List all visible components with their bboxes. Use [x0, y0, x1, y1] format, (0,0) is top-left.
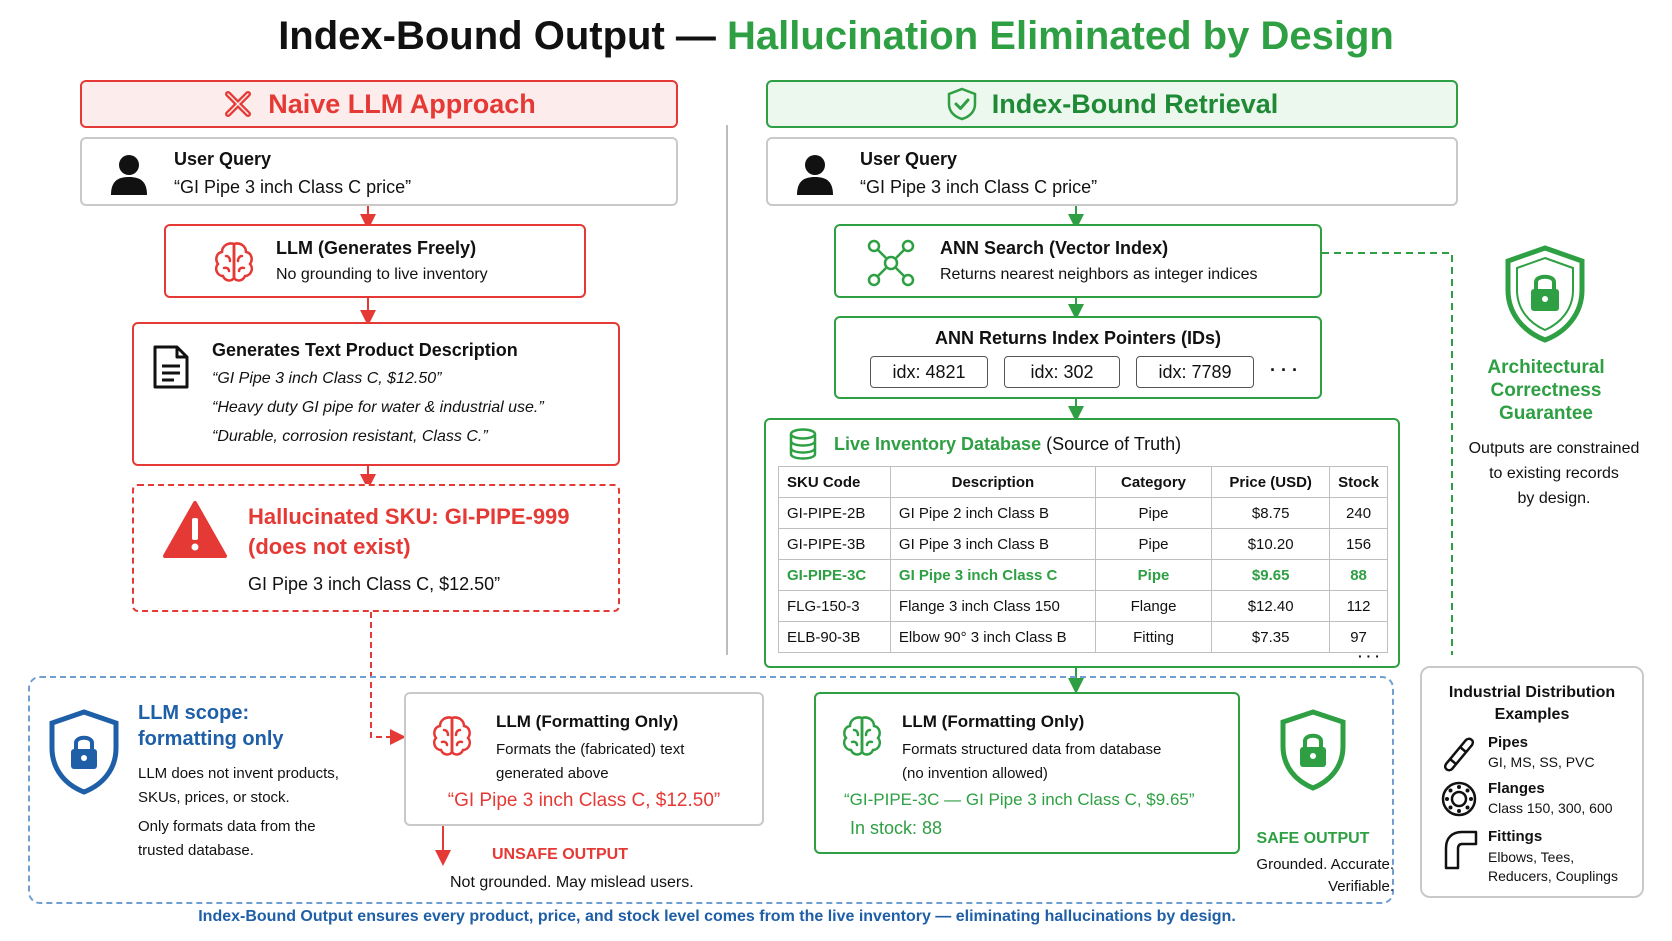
- shield-lock-icon: [46, 708, 122, 796]
- table-row: [779, 498, 1388, 529]
- column-divider: [726, 125, 728, 655]
- title-part-1: Index-Bound Output: [278, 14, 665, 58]
- footer-caption: Index-Bound Output ensures every product, price, and stock level comes from the live inventory — eliminating hallucinations by design.: [198, 908, 1236, 925]
- guarantee-title: [1452, 356, 1640, 425]
- generated-line-2: “Heavy duty GI pipe for water & industrial use.”: [212, 399, 544, 416]
- examples-panel: [1420, 666, 1644, 898]
- hallucinated-sku-text: GI Pipe 3 inch Class C, $12.50”: [248, 574, 501, 594]
- table-cell: GI Pipe 2 inch Class B: [890, 498, 1095, 529]
- generated-line-3: “Durable, corrosion resistant, Class C.”: [212, 428, 488, 445]
- safe-text-line: (no invention allowed): [902, 765, 1048, 782]
- table-row: [779, 622, 1388, 653]
- table-cell: 156: [1330, 529, 1388, 560]
- scope-text-2: [138, 815, 316, 863]
- llm-free-label: LLM (Generates Freely): [276, 238, 477, 258]
- unsafe-text-line: generated above: [496, 765, 609, 782]
- table-cell: Elbow 90° 3 inch Class B: [890, 622, 1095, 653]
- x-mark-icon: [222, 88, 254, 120]
- safe-output-line-2: In stock: 88: [850, 818, 943, 838]
- examples-title: [1422, 682, 1642, 726]
- table-cell: $10.20: [1212, 529, 1330, 560]
- brain-icon: [210, 238, 258, 286]
- right-query-text: “GI Pipe 3 inch Class C price”: [860, 177, 1098, 197]
- pipe-icon: [1440, 734, 1478, 774]
- safe-formatting-box: [814, 692, 1240, 854]
- table-cell: 112: [1330, 591, 1388, 622]
- table-cell: 240: [1330, 498, 1388, 529]
- unsafe-output-text: “GI Pipe 3 inch Class C, $12.50”: [447, 790, 721, 811]
- document-icon: [152, 344, 190, 390]
- shield-lock-icon: [1278, 708, 1348, 792]
- table-cell: Flange: [1095, 591, 1211, 622]
- guarantee-title-line: Guarantee: [1499, 403, 1593, 424]
- index-pointer-chip: idx: 302: [1004, 356, 1120, 388]
- example-detail-line: Reducers, Couplings: [1488, 868, 1618, 884]
- network-icon: [866, 238, 916, 288]
- right-user-query-box: [766, 137, 1458, 206]
- left-user-query-box: [80, 137, 678, 206]
- table-cell: GI-PIPE-3C: [779, 560, 891, 591]
- right-query-label: User Query: [860, 149, 958, 169]
- table-cell: GI-PIPE-3B: [779, 529, 891, 560]
- hallucinated-sku-subtitle: (does not exist): [248, 534, 411, 559]
- unsafe-output-status: UNSAFE OUTPUT: [492, 846, 628, 863]
- scope-text-line: Only formats data from the: [138, 818, 316, 835]
- column-header: Price (USD): [1212, 467, 1330, 498]
- scope-title: [138, 700, 284, 752]
- scope-text-line: LLM does not invent products,: [138, 765, 339, 782]
- safe-output-status: SAFE OUTPUT: [1256, 830, 1370, 847]
- example-detail: GI, MS, SS, PVC: [1488, 754, 1595, 770]
- ann-search-box: [834, 224, 1322, 298]
- page-title: [0, 14, 1672, 59]
- hallucinated-sku-title: Hallucinated SKU: GI-PIPE-999: [248, 504, 570, 529]
- inventory-database-title: [834, 434, 1181, 455]
- flange-icon: [1440, 780, 1478, 818]
- table-cell: GI Pipe 3 inch Class C: [890, 560, 1095, 591]
- column-header: Category: [1095, 467, 1211, 498]
- index-bound-header-label: Index-Bound Retrieval: [991, 88, 1279, 119]
- column-header: Description: [890, 467, 1095, 498]
- hallucinated-sku-box: [132, 484, 620, 612]
- guarantee-text: [1456, 436, 1652, 511]
- column-header: SKU Code: [779, 467, 891, 498]
- unsafe-formatting-box: [404, 692, 764, 826]
- index-pointers-box: [834, 316, 1322, 399]
- example-name: Pipes: [1488, 734, 1529, 751]
- brain-icon: [838, 712, 886, 760]
- guarantee-text-line: by design.: [1517, 490, 1591, 507]
- elbow-fitting-icon: [1440, 828, 1478, 870]
- guarantee-title-line: Correctness: [1490, 380, 1602, 401]
- scope-title-line: formatting only: [138, 728, 284, 750]
- unsafe-formatting-text: [496, 738, 684, 786]
- table-cell: GI-PIPE-2B: [779, 498, 891, 529]
- table-cell: FLG-150-3: [779, 591, 891, 622]
- scope-text-line: trusted database.: [138, 842, 254, 859]
- shield-check-icon: [946, 87, 978, 121]
- safe-formatting-text: [902, 738, 1161, 786]
- safe-output-line-1: “GI-PIPE-3C — GI Pipe 3 inch Class C, $9.65”: [844, 790, 1195, 809]
- example-detail: Class 150, 300, 600: [1488, 800, 1613, 816]
- table-header-row: [779, 467, 1388, 498]
- title-part-2: Hallucination Eliminated by Design: [727, 14, 1394, 58]
- examples-title-line: Industrial Distribution: [1448, 684, 1616, 701]
- left-query-label: User Query: [174, 149, 272, 169]
- table-more-indicator: · · ·: [1358, 648, 1380, 664]
- guarantee-text-line: Outputs are constrained: [1468, 440, 1640, 457]
- examples-title-line: Examples: [1494, 706, 1570, 723]
- unsafe-output-note: Not grounded. May mislead users.: [450, 874, 694, 891]
- safe-text-line: Formats structured data from database: [902, 741, 1162, 758]
- left-query-text: “GI Pipe 3 inch Class C price”: [174, 177, 412, 197]
- unsafe-formatting-label: LLM (Formatting Only): [496, 712, 679, 731]
- inventory-table: [778, 466, 1388, 653]
- safe-note-line: Grounded. Accurate.: [1256, 856, 1394, 873]
- safe-formatting-label: LLM (Formatting Only): [902, 712, 1085, 731]
- index-pointer-chip: idx: 4821: [870, 356, 988, 388]
- title-dash: —: [675, 14, 716, 58]
- naive-header-label: Naive LLM Approach: [268, 88, 536, 119]
- table-cell: Fitting: [1095, 622, 1211, 653]
- database-icon: [788, 428, 818, 460]
- example-detail: [1488, 848, 1618, 886]
- table-cell: 97: [1330, 622, 1388, 653]
- llm-free-text: No grounding to live inventory: [276, 266, 488, 283]
- guarantee-text-line: to existing records: [1489, 465, 1619, 482]
- table-row: [779, 591, 1388, 622]
- ann-search-text: Returns nearest neighbors as integer indices: [940, 266, 1258, 283]
- user-icon: [110, 153, 148, 195]
- table-row-highlighted: [779, 560, 1388, 591]
- scope-text-1: [138, 762, 339, 810]
- example-detail-line: Elbows, Tees,: [1488, 849, 1575, 865]
- safe-output-note: [1228, 854, 1394, 898]
- guarantee-title-line: Architectural: [1487, 357, 1605, 378]
- warning-icon: [162, 500, 228, 560]
- table-cell: $8.75: [1212, 498, 1330, 529]
- index-pointers-label: ANN Returns Index Pointers (IDs): [934, 328, 1222, 348]
- table-cell: Pipe: [1095, 498, 1211, 529]
- index-pointer-chip: idx: 7789: [1136, 356, 1254, 388]
- user-icon: [796, 153, 834, 195]
- naive-approach-header: [80, 80, 678, 128]
- example-name: Fittings: [1488, 828, 1543, 845]
- scope-text-line: SKUs, prices, or stock.: [138, 789, 290, 806]
- table-cell: 88: [1330, 560, 1388, 591]
- table-cell: Flange 3 inch Class 150: [890, 591, 1095, 622]
- table-row: [779, 529, 1388, 560]
- table-cell: ELB-90-3B: [779, 622, 891, 653]
- unsafe-text-line: Formats the (fabricated) text: [496, 741, 685, 758]
- table-cell: $7.35: [1212, 622, 1330, 653]
- inventory-database-box: [764, 418, 1400, 668]
- table-cell: $9.65: [1212, 560, 1330, 591]
- table-cell: Pipe: [1095, 529, 1211, 560]
- llm-generates-freely-box: [164, 224, 586, 298]
- table-cell: GI Pipe 3 inch Class B: [890, 529, 1095, 560]
- brain-icon: [428, 712, 476, 760]
- inventory-database-label: Live Inventory Database: [834, 434, 1042, 454]
- table-cell: Pipe: [1095, 560, 1211, 591]
- column-header: Stock: [1330, 467, 1388, 498]
- generated-line-1: “GI Pipe 3 inch Class C, $12.50”: [212, 370, 442, 387]
- table-cell: $12.40: [1212, 591, 1330, 622]
- example-name: Flanges: [1488, 780, 1545, 797]
- scope-title-line: LLM scope:: [138, 702, 250, 724]
- index-bound-header: [766, 80, 1458, 128]
- shield-lock-icon: [1502, 244, 1588, 344]
- generated-description-label: Generates Text Product Description: [212, 340, 518, 360]
- safe-note-line: Verifiable.: [1328, 878, 1394, 895]
- ann-search-label: ANN Search (Vector Index): [940, 238, 1169, 258]
- inventory-database-subtitle: (Source of Truth): [1046, 434, 1182, 454]
- generated-description-box: [132, 322, 620, 466]
- index-pointer-more: · · ·: [1270, 360, 1298, 380]
